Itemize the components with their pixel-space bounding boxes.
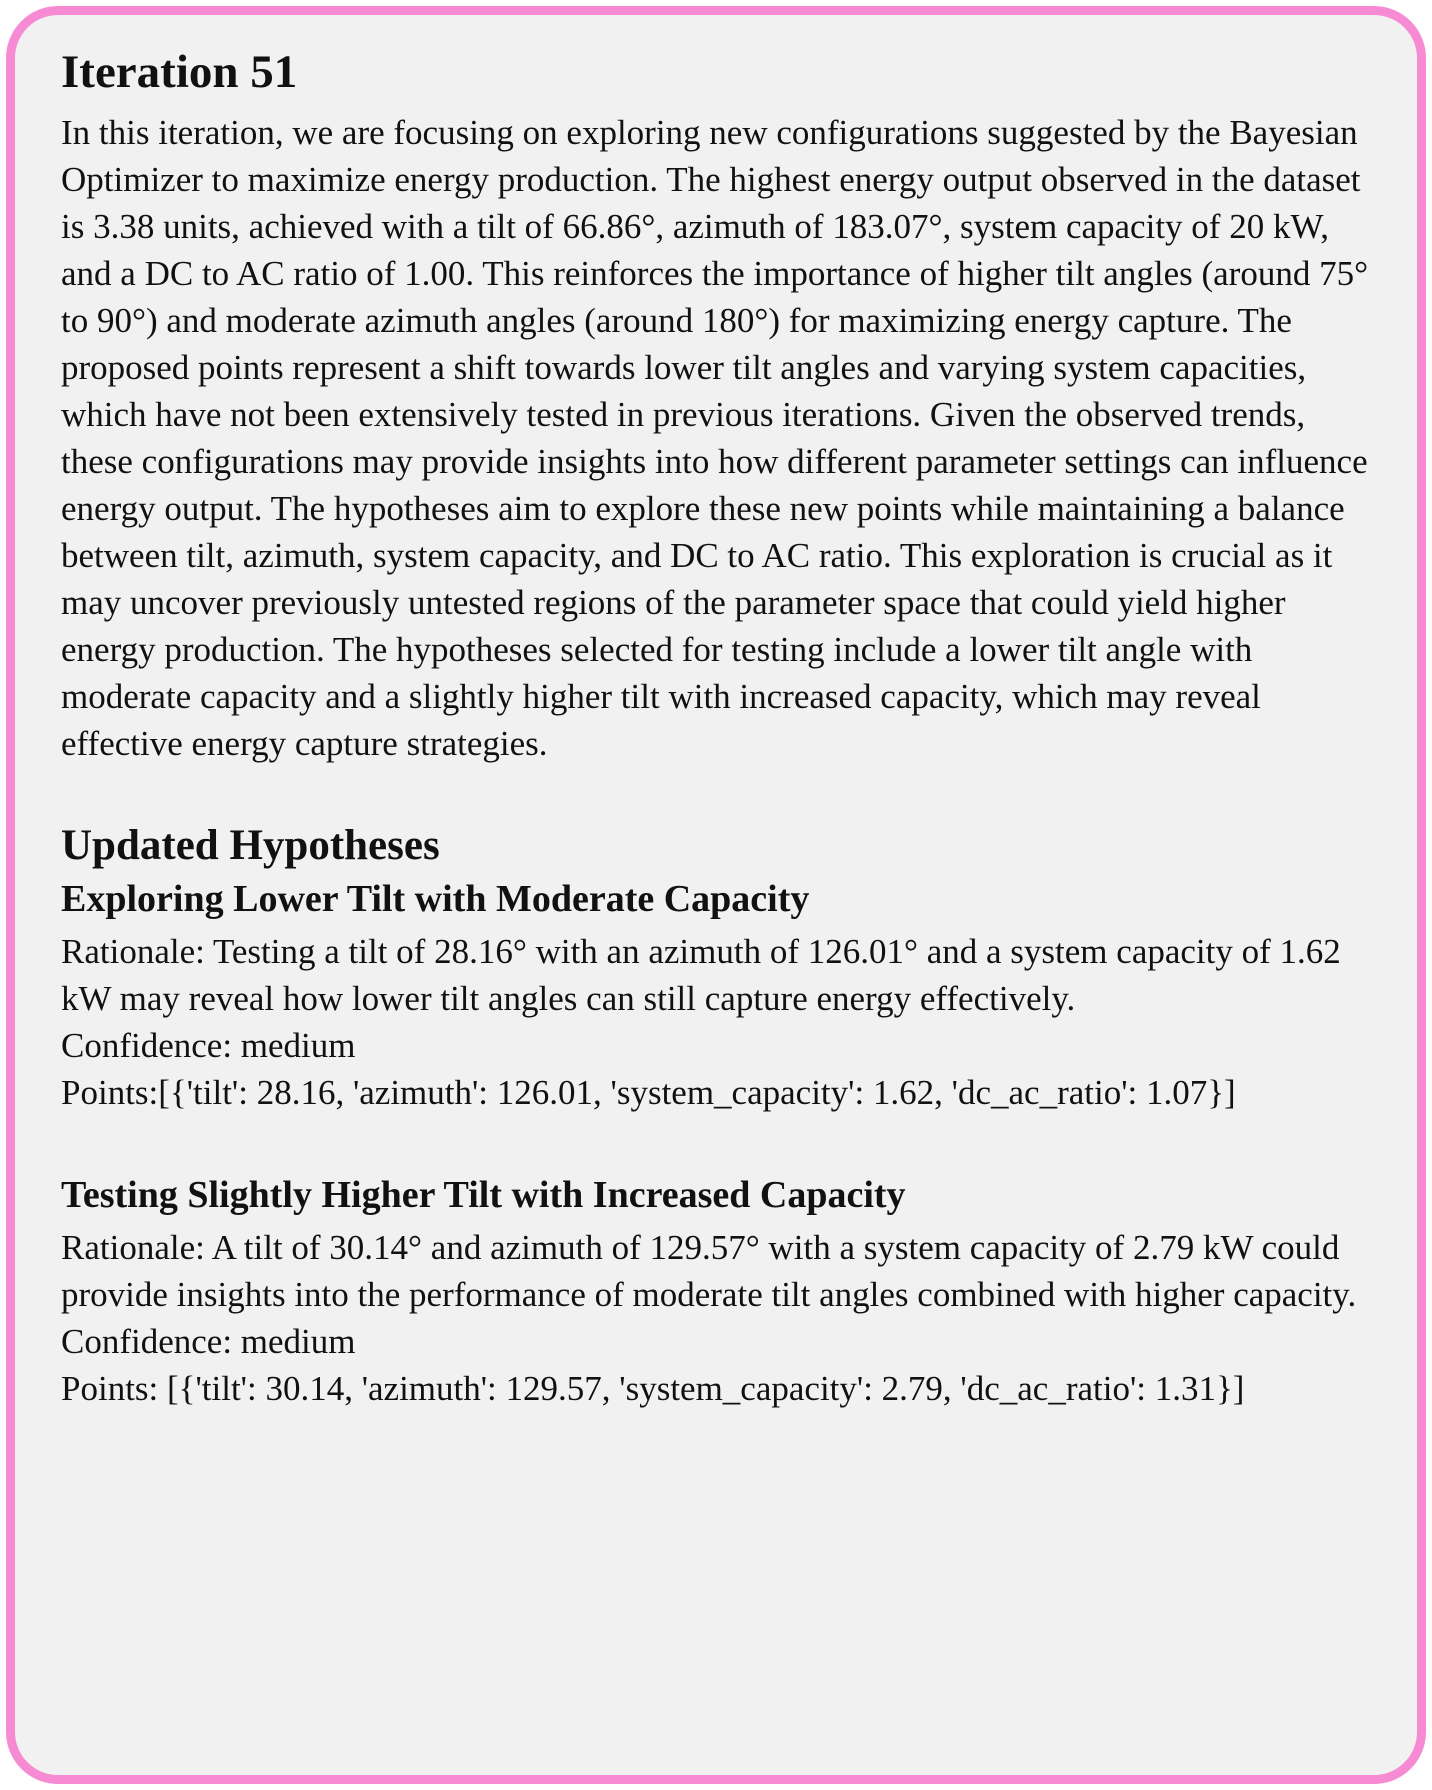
updated-hypotheses-heading: Updated Hypotheses — [61, 821, 440, 869]
hypothesis-1-rationale: Rationale: Testing a tilt of 28.16° with an azimuth of 126.01° and a system capacity of 1.62 kW may reveal how lower tilt angles can still capture energy effectively. — [61, 931, 1341, 1018]
hypothesis-block-2 — [61, 1174, 1371, 1412]
hypothesis-1-points: Points:[{'tilt': 28.16, 'azimuth': 126.01, 'system_capacity': 1.62, 'dc_ac_ratio': 1.07}] — [61, 1072, 1236, 1112]
iteration-title: Iteration 51 — [61, 46, 298, 98]
hypothesis-2-confidence: Confidence: medium — [61, 1321, 356, 1361]
hypothesis-block-1 — [61, 878, 1371, 1116]
hypothesis-2-name: Testing Slightly Higher Tilt with Increased Capacity — [61, 1173, 906, 1216]
hypothesis-1-confidence: Confidence: medium — [61, 1025, 356, 1065]
hypothesis-2-points: Points: [{'tilt': 30.14, 'azimuth': 129.57, 'system_capacity': 2.79, 'dc_ac_ratio': 1.31}] — [61, 1368, 1245, 1408]
hypothesis-2-rationale: Rationale: A tilt of 30.14° and azimuth of 129.57° with a system capacity of 2.79 kW could provide insights into the performance of moderate tilt angles combined with higher capacity. — [61, 1227, 1357, 1314]
hypothesis-1-name: Exploring Lower Tilt with Moderate Capacity — [61, 878, 810, 921]
iteration-card — [6, 6, 1426, 1784]
iteration-summary: In this iteration, we are focusing on exploring new configurations suggested by the Bayesian Optimizer to maximize energy production. The highest energy output observed in the dataset is 3.38 units, achieved with a tilt of 66.86°, azimuth of 183.07°, system capacity of 20 kW, and a DC to AC ratio of 1.00. This reinforces the importance of higher tilt angles (around 75° to 90°) and moderate azimuth angles (around 180°) for maximizing energy capture. The proposed points represent a shift towards lower tilt angles and varying system capacities, which have not been extensively tested in previous iterations. Given the observed trends, these configurations may provide insights into how different parameter settings can influence energy output. The hypotheses aim to explore these new points while maintaining a balance between tilt, azimuth, system capacity, and DC to AC ratio. This exploration is crucial as it may uncover previously untested regions of the parameter space that could yield higher energy production. The hypotheses selected for testing include a lower tilt angle with moderate capacity and a slightly higher tilt with increased capacity, which may reveal effective energy capture strategies. — [61, 112, 1369, 763]
